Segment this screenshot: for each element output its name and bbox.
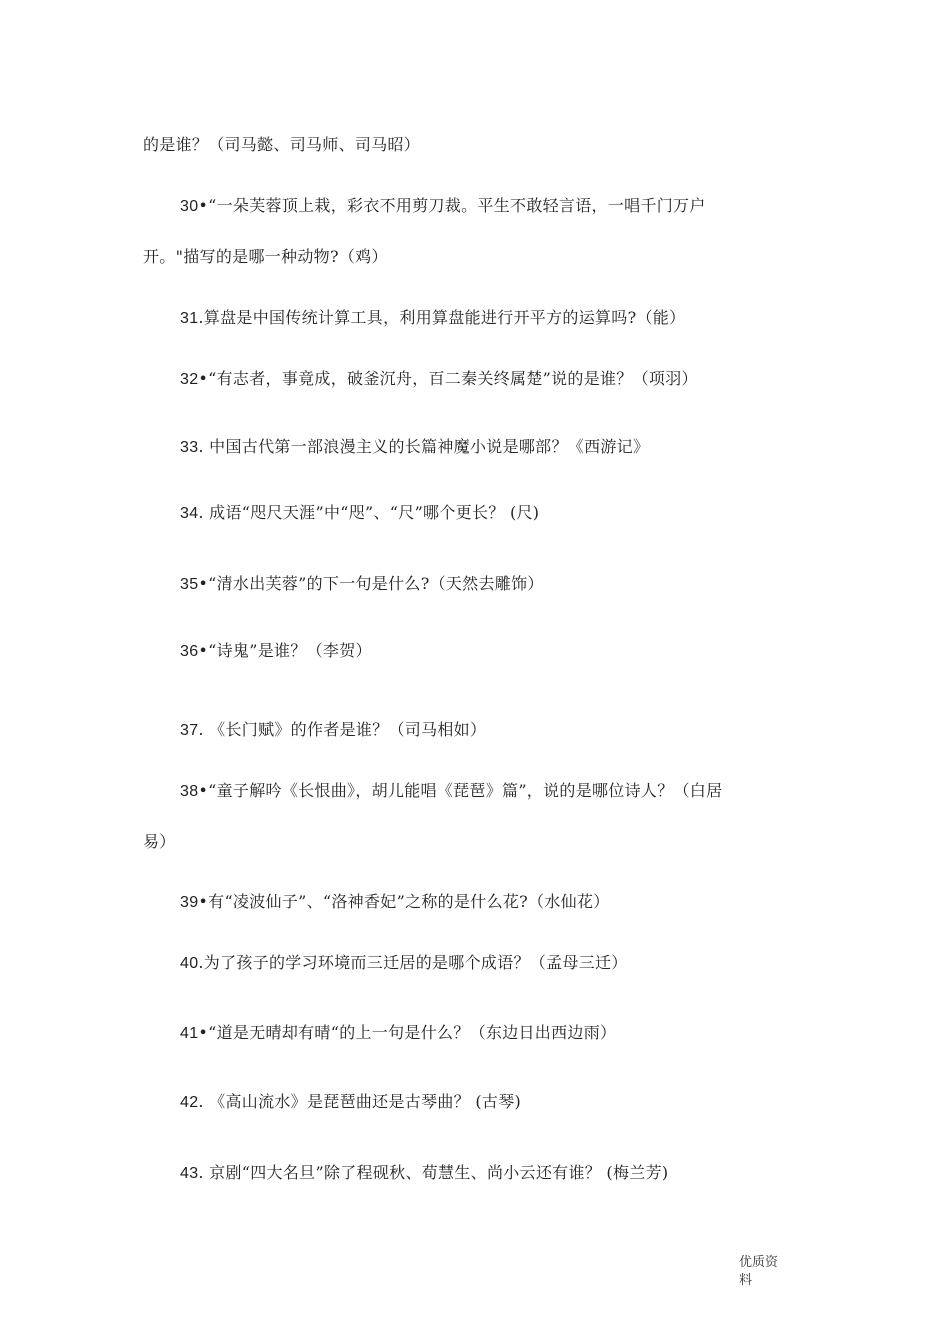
question-30 (180, 195, 706, 218)
item-text: •“道是无晴却有晴“的上一句是什么？（东边日出西边雨） (198, 1023, 617, 1042)
item-text: . 成语“咫尺天涯”中“咫”、“尺”哪个更长？ (尺) (198, 503, 540, 522)
item-number: 40 (180, 955, 199, 972)
question-38 (180, 780, 722, 803)
item-number: 41 (180, 1025, 199, 1042)
item-text: .为了孩子的学习环境而三迁居的是哪个成语？（孟母三迁） (198, 953, 628, 972)
question-31 (180, 307, 685, 330)
item-number: 36 (180, 643, 199, 660)
question-43 (180, 1162, 668, 1185)
question-37 (180, 719, 486, 742)
text-line-29-continuation (143, 134, 420, 157)
item-number: 34 (180, 505, 199, 522)
item-number: 38 (180, 783, 199, 800)
item-number: 43 (180, 1165, 199, 1182)
question-34 (180, 502, 539, 525)
question-32 (180, 368, 698, 391)
question-35 (180, 573, 544, 596)
item-number: 37 (180, 722, 199, 739)
item-text: 的是谁？（司马懿、司马师、司马昭） (143, 135, 421, 154)
item-text: •“童子解吟《长恨曲》，胡儿能唱《琵琶》篇”，说的是哪位诗人？（白居 (198, 781, 723, 800)
item-text: •“清水出芙蓉”的下一句是什么?（天然去雕饰） (198, 574, 544, 593)
item-text: . 《高山流水》是琵琶曲还是古琴曲？ (古琴) (198, 1092, 522, 1111)
item-text: .算盘是中国传统计算工具，利用算盘能进行开平方的运算吗?（能） (198, 308, 686, 327)
item-text: •“有志者，事竟成，破釜沉舟，百二秦关终属楚”说的是谁？（项羽） (198, 369, 698, 388)
item-number: 42 (180, 1094, 199, 1111)
question-42 (180, 1091, 521, 1114)
item-text: 开。"描写的是哪一种动物?（鸡） (143, 247, 388, 266)
question-38-continuation (143, 831, 176, 854)
item-number: 31 (180, 310, 199, 327)
item-text: . 京剧“四大名旦”除了程砚秋、荀慧生、尚小云还有谁？ (梅兰芳) (198, 1163, 669, 1182)
item-text: . 《长门赋》的作者是谁？（司马相如） (198, 720, 487, 739)
question-30-continuation (143, 246, 388, 269)
question-40 (180, 952, 628, 975)
item-number: 33 (180, 439, 199, 456)
item-number: 30 (180, 198, 199, 215)
question-36 (180, 640, 372, 663)
question-33 (180, 436, 649, 459)
item-number: 39 (180, 894, 199, 911)
item-text: •有“凌波仙子”、“洛神香妃”之称的是什么花?（水仙花） (198, 892, 610, 911)
item-text: . 中国古代第一部浪漫主义的长篇神魔小说是哪部？《西游记》 (198, 437, 650, 456)
item-number: 35 (180, 576, 199, 593)
item-text: 易） (143, 832, 176, 851)
page-footer-watermark: 优质资料 (739, 1255, 779, 1288)
question-41 (180, 1022, 616, 1045)
question-39 (180, 891, 610, 914)
item-text: •“诗鬼”是谁？（李贺） (198, 641, 372, 660)
item-text: •“一朵芙蓉顶上栽，彩衣不用剪刀裁。平生不敢轻言语，一唱千门万户 (198, 196, 706, 215)
item-number: 32 (180, 371, 199, 388)
